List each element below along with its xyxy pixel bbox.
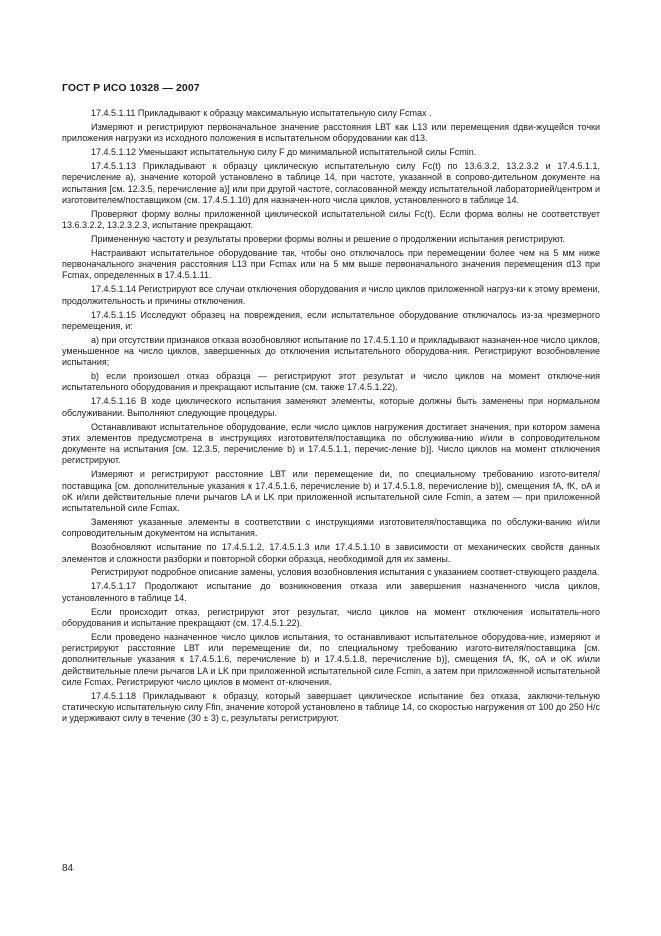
paragraph: 17.4.5.1.12 Уменьшают испытательную силу F до минимальной испытательной силы Fcmin. [91,147,477,158]
paragraph: Если происходит отказ, регистрируют этот результат, число циклов на момент отключения испытатель-ного оборудования и испытание прекращают (см. 17.4.5.1.22). [62,606,600,628]
page-number: 84 [62,863,74,874]
paragraph: 17.4.5.1.15 Исследуют образец на повреждения, если испытательное оборудование отключалось из-за чрезмерного перемещения, и: [62,309,600,331]
paragraph: 17.4.5.1.17 Продолжают испытание до возникновения отказа или завершения назначенного числа циклов, установленного в таблице 14. [62,581,600,603]
paragraph: Заменяют указанные элементы в соответствии с инструкциями изготовителя/поставщика по обслужи-ванию и/или сопроводительным документом на испытания. [62,517,600,539]
paragraph: Измеряют и регистрируют расстояние LВТ или перемещение dи, по специальному требованию изгото-вителя/поставщика [см. дополнительные указания к 17.4.5.1.6, перечисление b) и 17.4.5.1.8, перечисление b)], смещения fA, fK, oA и oK и/или действительные плечи рычагов LA и LK при приложенной испытательной силе Fcmin, а затем — при приложенной испытательной силе Fcmax. [62,469,600,514]
paragraph: Настраивают испытательное оборудование так, чтобы оно отключалось при перемещении более чем на 5 мм ниже первоначального значения расстояния L13 при Fcmax или на 5 мм выше первоначального значения перемещения d13 при Fcmax, определенных в 17.4.5.1.11. [62,247,600,281]
paragraph: Останавливают испытательное оборудование, если число циклов нагружения достигает значения, при котором замена этих элементов предусмотрена в инструкциях изготовителя/поставщика по обслужива-нию и/или в сопроводительном документе на испытания [см. 12.3.5, перечисление b) и 17.4.5.1.1, перечис-ление b)]. Число циклов на момент отключения регистрируют. [62,421,600,466]
paragraph: 17.4.5.1.11 Прикладывают к образцу максимальную испытательную силу Fcmax . [91,108,432,118]
paragraph: 17.4.5.1.16 В ходе циклического испытания заменяют элементы, которые должны быть заменены при нормальном обслуживании. Выполняют следующие процедуры. [62,396,600,418]
paragraph: Примененную частоту и результаты проверки формы волны и решение о продолжении испытания регистрируют. [91,233,565,244]
paragraph: Проверяют форму волны приложенной циклической испытательной силы Fc(t). Если форма волны не соответствует 13.6.3.2.2, 13.2.3.2.3, испытание прекращают. [62,208,600,231]
paragraph: 17.4.5.1.18 Прикладывают к образцу, который завершает циклическое испытание без отказа, заключи-тельную статическую испытательную силу Ffin, значение которой установлено в таблице 14, со скоростью нагружения от 100 до 250 Н/с и удерживают силу в течение (30 ± 3) с, результаты регистрируют. [62,690,600,724]
paragraph: 17.4.5.1.13 Прикладывают к образцу циклическую испытательную силу Fc(t) по 13.6.3.2, 13.2.3.2 и 17.4.5.1.1, перечисление а), значение которой установлено в таблице 14, при частоте, указанной в сопрово-дительном документе на испытания [см. 12.3.5, перечисление а)] или при другой частоте, согласованной между испытательной лабораторией/центром и изготовителем/поставщиком (см. 17.4.5.1.10) для назначен-ного числа циклов, установленного в таблице 14. [62,160,600,205]
paragraph: b) если произошел отказ образца — регистрируют этот результат и число циклов на момент отключе-ния испытательного оборудования и прекращают испытание (см. также 17.4.5.1.22). [62,371,600,393]
paragraph: 17.4.5.1.14 Регистрируют все случаи отключения оборудования и число циклов приложенной нагруз-ки к этому времени, продолжительность и причины отключения. [62,284,600,306]
paragraph: Если проведено назначенное число циклов испытания, то останавливают испытательное оборудова-ние, измеряют и регистрируют расстояние LВТ или перемещение dи, по специальному требованию изгото-вителя/поставщика [см. дополнительные указания к 17.4.5.1.6, перечисление b) и 17.4.5.1.8, перечисление b)], смещения fA, fK, oA и oK и/или действительные плечи рычагов LA и LK при приложенной испытательной силе Fcmin, а затем при приложенной испытательной силе Fcmax. Регистрируют число циклов в момент от-ключения. [62,631,600,687]
paragraph: Измеряют и регистрируют первоначальное значение расстояния LВТ как L13 или перемещения dдви-жущейся точки приложения нагрузки из исходного положения в испытательном оборудовании как d13. [62,121,600,144]
paragraph: Возобновляют испытание по 17.4.5.1.2, 17.4.5.1.3 или 17.4.5.1.10 в зависимости от механических свойств данных элементов и сложности разборки и повторной сборки образца, необходимой для их замены. [62,542,600,564]
document-header: ГОСТ Р ИСО 10328 — 2007 [62,82,200,94]
body-text [62,108,600,727]
paragraph: Регистрируют подробное описание замены, условия возобновления испытания с указанием соответ-ствующего раздела. [91,567,600,578]
paragraph: а) при отсутствии признаков отказа возобновляют испытание по 17.4.5.1.10 и прикладывают назначен-ное число циклов, уменьшенное на число циклов, завершенных до отключения испытательного оборудова-ния. Регистрируют возобновление испытания; [62,334,600,368]
